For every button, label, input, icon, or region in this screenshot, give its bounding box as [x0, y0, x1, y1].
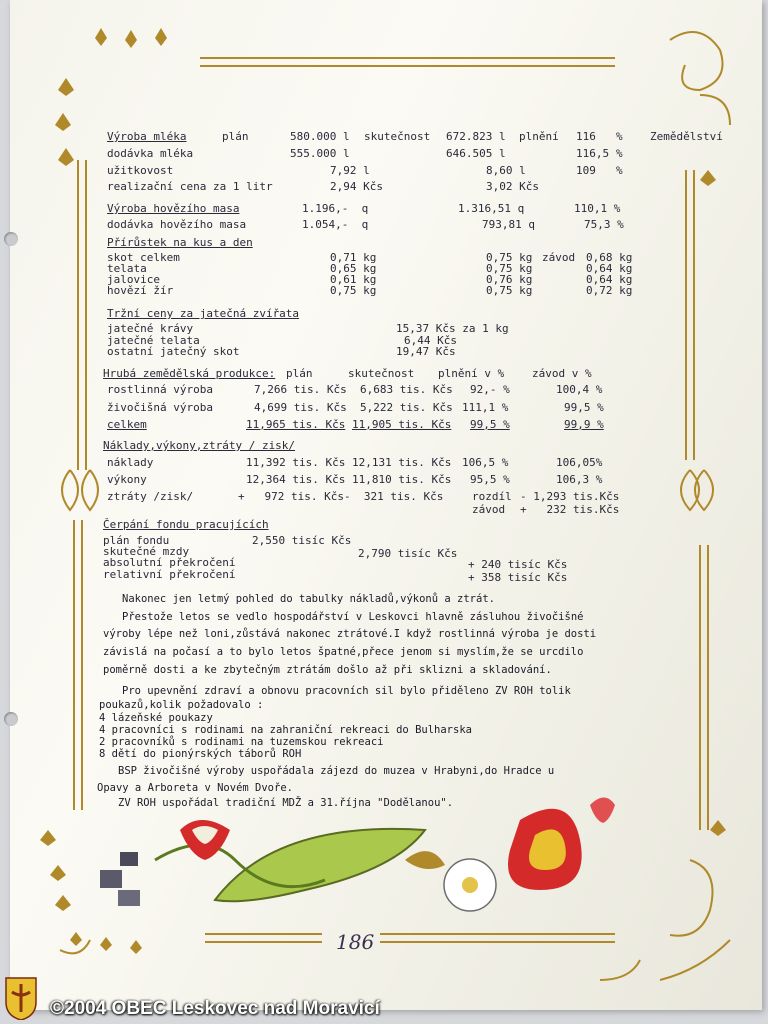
milk-price-actual: 3,02 Kčs: [486, 180, 539, 193]
milk-delivery-pct: 116,5: [576, 147, 610, 160]
fulfilment-label: plnění: [519, 130, 559, 143]
list-item: 8 dětí do pionýrských táborů ROH: [99, 748, 302, 760]
fund-row-label: plán fondu: [103, 534, 170, 547]
milk-pct: 116: [576, 130, 596, 143]
beef-pct: 110,1 %: [574, 202, 621, 215]
milk-delivery-label: dodávka mléka: [107, 147, 194, 160]
price-row-label: jatečné telata: [107, 334, 200, 347]
note-paragraph: výroby lépe než loni,zůstává nakonec ztrátové.I když rostlinná výroba je dosti: [103, 628, 597, 640]
price-row-value: 15,37 Kčs za 1 kg: [396, 322, 509, 335]
costs-row-factory: 106,05%: [556, 456, 603, 469]
gross-row-label: celkem: [107, 418, 147, 431]
milk-delivery-actual: 646.505 l: [446, 147, 506, 160]
beef-delivery-plan: 1.054,- q: [302, 218, 369, 231]
price-row-value: 19,47 Kčs: [396, 345, 456, 358]
fund-row-label: skutečné mzdy: [103, 545, 190, 558]
col-actual: skutečnost: [348, 367, 415, 380]
note-paragraph: poměrně dosti a ke zbytečným ztrátám došlo až při sklizni a skladování.: [103, 664, 552, 676]
gross-row-actual: 6,683 tis. Kčs: [360, 383, 453, 396]
gross-row-plan: 7,266 tis. Kčs: [254, 383, 347, 396]
costs-row-factory: 106,3 %: [556, 473, 603, 486]
costs-row-label: náklady: [107, 456, 154, 469]
gain-row-plan: 0,65 kg: [330, 262, 377, 275]
gain-row-factory: 0,68 kg: [586, 251, 633, 264]
note-paragraph: BSP živočišné výroby uspořádala zájezd do muzea v Hrabyni,do Hradce u: [118, 765, 555, 777]
gross-row-plan: 11,965 tis. Kčs: [246, 418, 346, 431]
milk-yield-pct: 109: [576, 164, 596, 177]
gross-row-factory: 100,4 %: [556, 383, 603, 396]
gain-row-plan: 0,71 kg: [330, 251, 377, 264]
note-paragraph: závislá na počasí a to bylo letos špatné,přece jenom si myslím,že se urcdilo: [103, 646, 584, 658]
gain-row-label: jalovice: [107, 273, 160, 286]
gross-production-title: Hrubá zemědělská produkce:: [103, 367, 276, 380]
milk-yield-plan: 7,92 l: [330, 164, 370, 177]
price-row-label: ostatní jatečný skot: [107, 345, 240, 358]
gain-row-actual: 0,75 kg: [486, 284, 533, 297]
gross-row-plan: 4,699 tis. Kčs: [254, 401, 347, 414]
fund-row-value: 2,550 tisíc Kčs: [252, 534, 352, 547]
col-factory: závod v %: [532, 367, 592, 380]
floral-ornament: [100, 798, 615, 912]
fund-row-value: 2,790 tisíc Kčs: [358, 547, 458, 560]
gain-row-factory: 0,64 kg: [586, 273, 633, 286]
gross-row-pct: 92,- %: [470, 383, 510, 396]
gross-row-factory: 99,9 %: [564, 418, 604, 431]
weight-gain-title: Přírůstek na kus a den: [107, 236, 253, 249]
gross-row-actual: 5,222 tis. Kčs: [360, 401, 453, 414]
note-paragraph: Přestože letos se vedlo hospodářství v Leskovci hlavně zásluhou živočišné: [122, 611, 584, 623]
milk-price-plan: 2,94 Kčs: [330, 180, 383, 193]
plan-label: plán: [222, 130, 249, 143]
gain-row-actual: 0,76 kg: [486, 273, 533, 286]
fund-row-label: absolutní překročení: [103, 556, 236, 569]
gain-row-actual: 0,75 kg: [486, 251, 533, 264]
gross-row-actual: 11,905 tis. Kčs: [352, 418, 452, 431]
milk-yield-label: užitkovost: [107, 164, 174, 177]
costs-row-plan: 11,392 tis. Kčs: [246, 456, 346, 469]
costs-row-actual: - 321 tis. Kčs: [344, 490, 444, 503]
header-section-label: Zemědělství: [650, 130, 723, 143]
gain-row-label: telata: [107, 262, 147, 275]
beef-delivery-label: dodávka hovězího masa: [107, 218, 247, 231]
gain-row-actual: 0,75 kg: [486, 262, 533, 275]
milk-plan-value: 580.000 l: [290, 130, 350, 143]
costs-row-plan: 12,364 tis. Kčs: [246, 473, 346, 486]
costs-row-pct: 95,5 %: [470, 473, 510, 486]
gross-row-pct: 99,5 %: [470, 418, 510, 431]
note-paragraph: poukazů,kolik požadovalo :: [99, 699, 264, 711]
milk-actual-value: 672.823 l: [446, 130, 506, 143]
col-plan: plán: [286, 367, 313, 380]
costs-row-label: ztráty /zisk/: [107, 490, 194, 503]
gain-row-factory: 0,72 kg: [586, 284, 633, 297]
fund-row-value: + 358 tisíc Kčs: [468, 571, 568, 584]
gross-row-label: živočišná výroba: [107, 401, 213, 414]
gain-row-label: skot celkem: [107, 251, 180, 264]
gross-row-pct: 111,1 %: [462, 401, 509, 414]
municipal-crest-icon: [4, 976, 38, 1020]
price-row-value: 6,44 Kčs: [404, 334, 457, 347]
pct-sign: %: [616, 130, 623, 143]
fund-row-label: relativní překročení: [103, 568, 236, 581]
fund-row-value: + 240 tisíc Kčs: [468, 558, 568, 571]
gain-row-plan: 0,75 kg: [330, 284, 377, 297]
costs-row-diff-value: - 1,293 tis.Kčs: [520, 490, 620, 503]
factory-diff-value: + 232 tis.Kčs: [520, 503, 620, 516]
gain-row-label: hovězí žír: [107, 284, 174, 297]
beef-plan: 1.196,- q: [302, 202, 369, 215]
milk-production-label: Výroba mléka: [107, 130, 187, 143]
copyright-footer: ©2004 OBEC Leskovec nad Moravicí: [50, 998, 380, 1019]
factory-label: závod: [472, 503, 506, 516]
beef-delivery-pct: 75,3 %: [584, 218, 624, 231]
col-fulfilment: plnění v %: [438, 367, 505, 380]
gain-row-factory: 0,64 kg: [586, 262, 633, 275]
beef-delivery-actual: 793,81 q: [482, 218, 535, 231]
costs-row-label: výkony: [107, 473, 147, 486]
note-paragraph: Pro upevnění zdraví a obnovu pracovních sil bylo přiděleno ZV ROH tolik: [122, 685, 571, 697]
pct-sign: %: [616, 147, 623, 160]
note-paragraph: ZV ROH uspořádal tradiční MDŽ a 31.října "Dodělanou".: [118, 797, 454, 809]
costs-row-actual: 11,810 tis. Kčs: [352, 473, 452, 486]
market-prices-title: Tržní ceny za jatečná zvířata: [107, 307, 300, 320]
costs-row-plan: + 972 tis. Kčs: [238, 490, 344, 503]
factory-label: závod: [542, 251, 576, 264]
costs-row-actual: 12,131 tis. Kčs: [352, 456, 452, 469]
actual-label: skutečnost: [364, 130, 431, 143]
list-item: 2 pracovníků s rodinami na tuzemskou rekreaci: [99, 736, 384, 748]
note-paragraph: Opavy a Arboreta v Novém Dvoře.: [97, 782, 293, 794]
beef-actual: 1.316,51 q: [458, 202, 525, 215]
milk-delivery-plan: 555.000 l: [290, 147, 350, 160]
note-paragraph: Nakonec jen letmý pohled do tabulky nákladů,výkonů a ztrát.: [122, 593, 495, 605]
costs-title: Náklady,výkony,ztráty / zisk/: [103, 439, 296, 452]
wage-fund-title: Čerpání fondu pracujících: [103, 518, 269, 531]
price-row-label: jatečné krávy: [107, 322, 194, 335]
milk-price-label: realizační cena za 1 litr: [107, 180, 273, 193]
page-number: 186: [336, 930, 375, 954]
gross-row-label: rostlinná výroba: [107, 383, 213, 396]
pct-sign: %: [616, 164, 623, 177]
beef-production-label: Výroba hovězího masa: [107, 202, 240, 215]
list-item: 4 pracovníci s rodinami na zahraniční rekreaci do Bulharska: [99, 724, 472, 736]
costs-row-pct: 106,5 %: [462, 456, 509, 469]
gain-row-plan: 0,61 kg: [330, 273, 377, 286]
milk-yield-actual: 8,60 l: [486, 164, 526, 177]
costs-row-diff-label: rozdíl: [472, 490, 512, 503]
gross-row-factory: 99,5 %: [564, 401, 604, 414]
list-item: 4 lázeňské poukazy: [99, 712, 213, 724]
